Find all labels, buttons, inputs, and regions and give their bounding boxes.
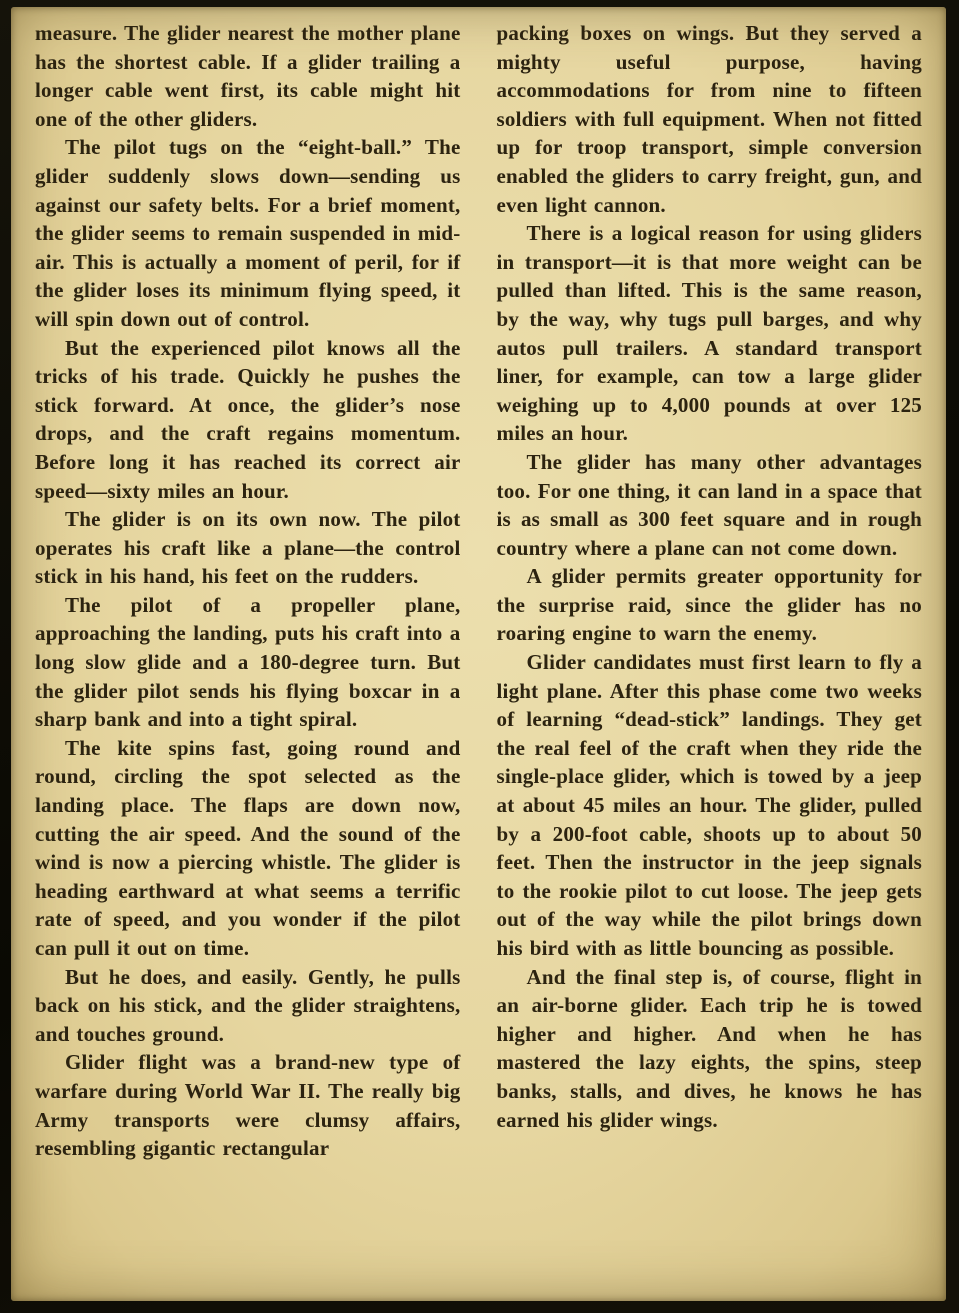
paragraph: measure. The glider nearest the mother plane has the shortest cable. If a glider trailing a longer cable went first, its cable might hit one of the other gliders.	[35, 21, 461, 131]
paragraph: The pilot of a propeller plane, approaching the landing, puts his craft into a long slow glide and a 180-degree turn. But the glider pilot sends his flying boxcar in a sharp bank and into a tight spiral.	[35, 592, 461, 732]
paragraph: The kite spins fast, going round and round, circling the spot selected as the landing place. The flaps are down now, cutting the air speed. And the sound of the wind is now a piercing whistle. The glider is heading earthward at what seems a terrific rate of speed, and you wonder if the pilot can pull it out on time.	[35, 735, 461, 960]
paragraph: packing boxes on wings. But they served a mighty useful purpose, having accommodations for from nine to fifteen soldiers with full equipment. When not fitted up for troop transport, simple conversion enabled the gliders to carry freight, gun, and even light cannon.	[496, 21, 922, 217]
scanned-page	[11, 7, 946, 1301]
paragraph: But he does, and easily. Gently, he pulls back on his stick, and the glider straightens, and touches ground.	[35, 964, 461, 1046]
paragraph: There is a logical reason for using gliders in transport—it is that more weight can be pulled than lifted. This is the same reason, by the way, why tugs pull barges, and why autos pull trailers. A standard transport liner, for example, can tow a large glider weighing up to 4,000 pounds at over 125 miles an hour.	[496, 221, 922, 446]
paragraph: A glider permits greater opportunity for the surprise raid, since the glider has no roaring engine to warn the enemy.	[496, 564, 922, 646]
paragraph: The pilot tugs on the “eight-ball.” The glider suddenly slows down—sending us against our safety belts. For a brief moment, the glider seems to remain suspended in mid-air. This is actually a moment of peril, for if the glider loses its minimum flying speed, it will spin down out of control.	[35, 135, 461, 331]
paragraph: Glider flight was a brand-new type of warfare during World War II. The really big Army transports were clumsy affairs, resembling gigantic rectangular	[35, 1050, 461, 1161]
paragraph: The glider has many other advantages too. For one thing, it can land in a space that is as small as 300 feet square and in rough country where a plane can not come down.	[496, 449, 922, 560]
right-column	[497, 19, 923, 1291]
paragraph: But the experienced pilot knows all the tricks of his trade. Quickly he pushes the stick forward. At once, the glider’s nose drops, and the craft regains momentum. Before long it has reached its correct air speed—sixty miles an hour.	[35, 335, 461, 503]
page-text-area	[35, 19, 922, 1291]
paragraph: The glider is on its own now. The pilot operates his craft like a plane—the control stick in his hand, his feet on the rudders.	[35, 507, 461, 589]
paragraph: And the final step is, of course, flight in an air-borne glider. Each trip he is towed higher and higher. And when he has mastered the lazy eights, the spins, steep banks, stalls, and dives, he knows he has earned his glider wings.	[496, 964, 922, 1132]
paragraph: Glider candidates must first learn to fly a light plane. After this phase come two weeks of learning “dead-stick” landings. They get the real feel of the craft when they ride the single-place glider, which is towed by a jeep at about 45 miles an hour. The glider, pulled by a 200-foot cable, shoots up to about 50 feet. Then the instructor in the jeep signals to the rookie pilot to cut loose. The jeep gets out of the way while the pilot brings down his bird with as little bouncing as possible.	[496, 650, 922, 960]
left-column	[35, 19, 461, 1291]
